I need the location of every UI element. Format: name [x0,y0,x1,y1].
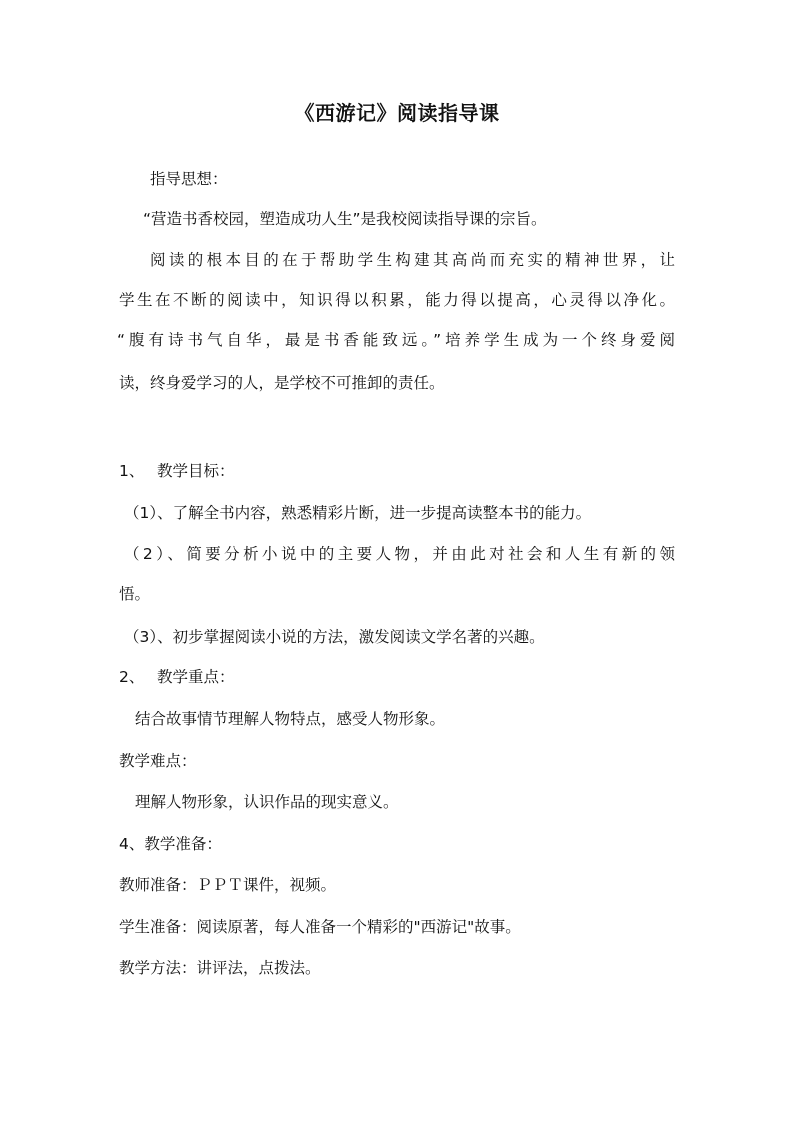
difficulty-text: 理解人物形象，认识作品的现实意义。 [135,793,399,811]
guiding-label: 指导思想： [150,170,228,188]
student-preparation: 学生准备：阅读原著，每人准备一个精彩的"西游记"故事。 [119,918,521,936]
document-title: 《西游记》阅读指导课 [294,101,500,125]
section-4-heading: 4、教学准备： [119,835,222,853]
paragraph-line-4: 读，终身爱学习的人，是学校不可推卸的责任。 [119,374,445,392]
section-2-number: 2、 [119,668,145,686]
motto-text: “营造书香校园，塑造成功人生”是我校阅读指导课的宗旨。 [143,210,547,228]
section-2-label: 教学重点： [157,668,235,686]
section-1-heading [119,460,235,482]
section-1-number: 1、 [119,462,145,480]
goal-item-2-line-2: 悟。 [119,585,151,603]
goal-item-2-line-1: （2）、简要分析小说中的主要人物，并由此对社会和人生有新的领 [124,545,675,563]
difficulty-label: 教学难点： [119,752,197,770]
key-point-text: 结合故事情节理解人物特点，感受人物形象。 [135,710,446,728]
section-1-label: 教学目标： [157,462,235,480]
paragraph-line-2: 学生在不断的阅读中，知识得以积累，能力得以提高，心灵得以净化。 [119,291,675,309]
teacher-preparation: 教师准备：ＰＰＴ课件，视频。 [119,876,337,894]
teaching-method: 教学方法：讲评法，点拨法。 [119,959,321,977]
paragraph-line-1: 阅读的根本目的在于帮助学生构建其高尚而充实的精神世界，让 [150,251,675,269]
goal-item-1: （1）、了解全书内容，熟悉精彩片断，进一步提高读整本书的能力。 [124,504,592,522]
goal-item-3: （3）、初步掌握阅读小说的方法，激发阅读文学名著的兴趣。 [124,628,545,646]
paragraph-line-3: “腹有诗书气自华，最是书香能致远。”培养学生成为一个终身爱阅 [117,331,675,349]
section-2-heading [119,666,235,688]
